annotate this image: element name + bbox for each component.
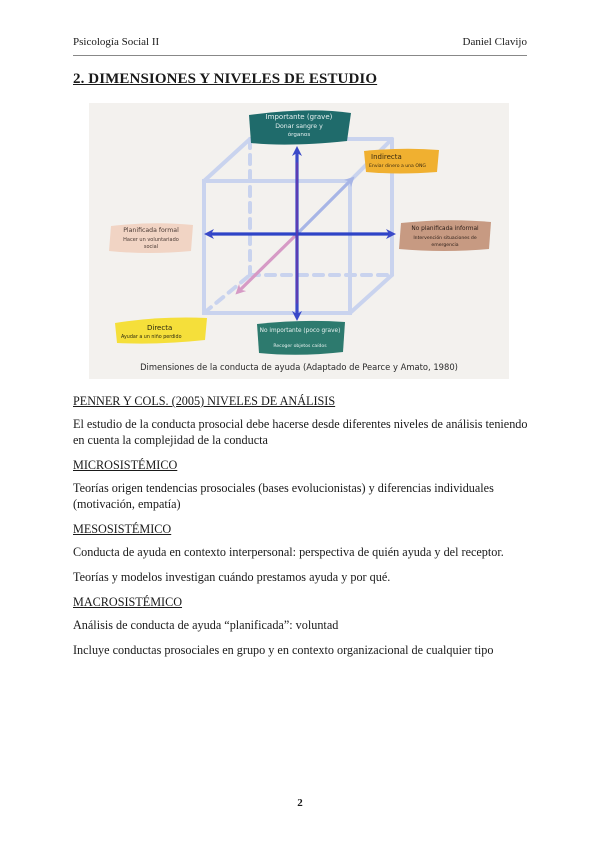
macro-heading: MACROSISTÉMICO (73, 595, 183, 609)
label-planned-line3: social (143, 244, 159, 250)
figure-caption: Dimensiones de la conducta de ayuda (Adaptado de Pearce y Amato, 1980) (140, 362, 458, 372)
label-indirect-title: Indirecta (371, 153, 402, 161)
label-unplanned-line3: emergencia (431, 243, 459, 248)
label-planned (109, 223, 193, 253)
label-indirect-line2: Enviar dinero a una ONG (369, 164, 426, 169)
label-indirect (364, 149, 439, 174)
macro-paragraph-2: Incluye conductas prosociales en grupo y en contexto organizacional de cualquier tipo (73, 643, 494, 657)
meso-heading: MESOSISTÉMICO (73, 522, 172, 536)
penner-heading: PENNER Y COLS. (2005) NIVELES DE ANÁLISIS (73, 394, 336, 408)
label-direct-line2: Ayudar a un niño perdido (121, 335, 182, 340)
page-number: 2 (297, 797, 303, 809)
label-important-line3: órganos (287, 132, 311, 138)
arrow-diagonal-down (239, 234, 297, 291)
label-direct (115, 318, 207, 344)
label-important-title: Importante (grave) (265, 113, 333, 121)
micro-heading: MICROSISTÉMICO (73, 458, 178, 472)
label-unplanned-title: No planificada informal (411, 226, 479, 232)
header-divider (73, 55, 527, 56)
macro-paragraph-1: Análisis de conducta de ayuda “planificada”: voluntad (73, 618, 339, 632)
meso-paragraph-2: Teorías y modelos investigan cuándo prestamos ayuda y por qué. (73, 570, 391, 584)
header-author: Daniel Clavijo (462, 36, 527, 48)
label-planned-title: Planificada formal (123, 227, 179, 234)
label-unplanned-line2: Intervención situaciones de (413, 236, 477, 241)
label-not-important-line2: Recoger objetos caídos (273, 344, 327, 349)
section-title: 2. DIMENSIONES Y NIVELES DE ESTUDIO (73, 71, 378, 87)
label-important (249, 110, 351, 144)
meso-paragraph-1: Conducta de ayuda en contexto interpersonal: perspectiva de quién ayuda y del receptor. (73, 545, 504, 559)
page-header (73, 36, 527, 48)
help-dimensions-figure (89, 103, 509, 379)
intro-paragraph: El estudio de la conducta prosocial debe hacerse desde diferentes niveles de análisis teniendo en cuenta la complejidad de la conducta (73, 417, 528, 447)
label-not-important (257, 321, 345, 355)
label-not-important-title: No importante (poco grave) (259, 328, 341, 334)
micro-paragraph: Teorías origen tendencias prosociales (bases evolucionistas) y diferencias individuales (motivación, empatía) (73, 481, 494, 511)
label-planned-line2: Hacer un voluntariado (123, 237, 179, 243)
label-direct-title: Directa (147, 324, 173, 332)
arrow-diagonal-up (297, 180, 351, 234)
cube-diagram (89, 103, 509, 379)
dimension-arrows (209, 151, 391, 316)
document-body (73, 393, 529, 667)
label-important-line2: Donar sangre y (275, 123, 323, 130)
header-course: Psicología Social II (73, 36, 160, 48)
label-unplanned (399, 220, 491, 251)
